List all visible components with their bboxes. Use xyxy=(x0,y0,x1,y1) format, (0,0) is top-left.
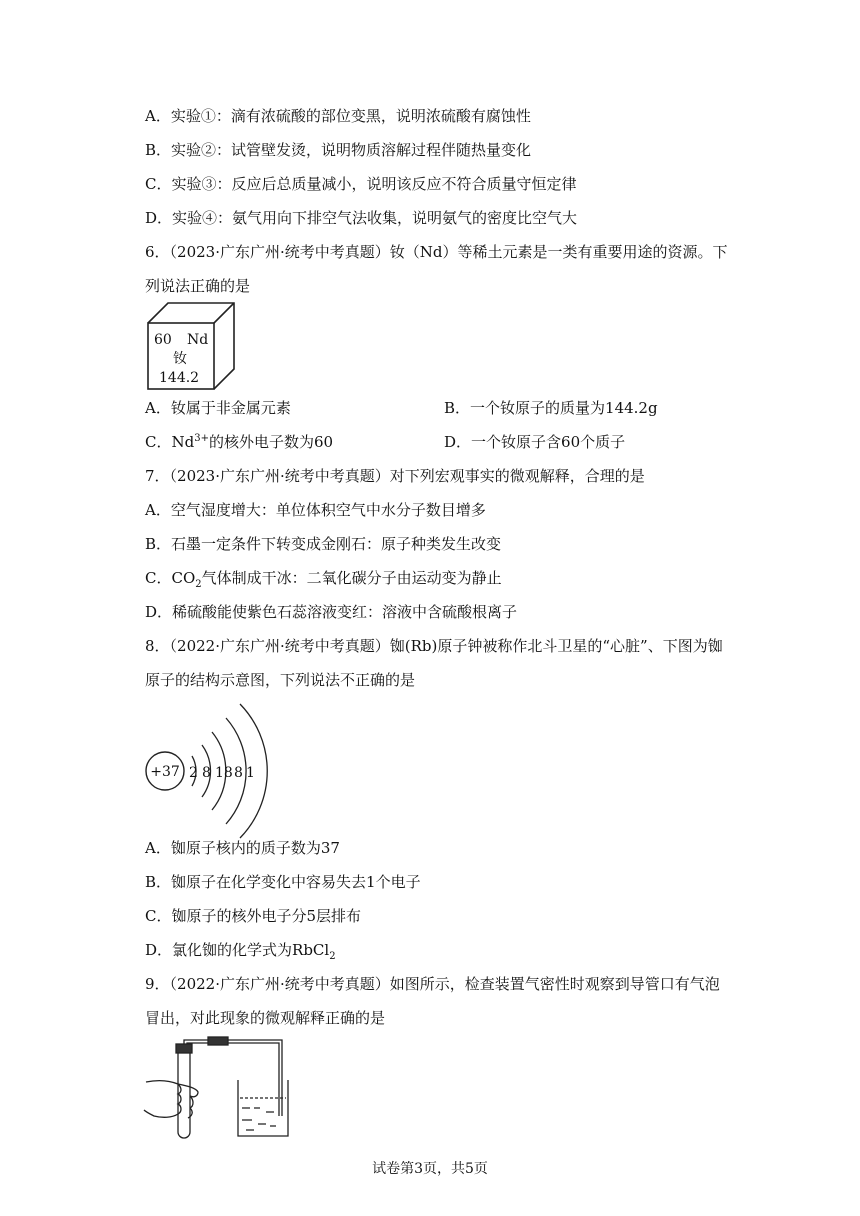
q8-stem-line2: 原子的结构示意图，下列说法不正确的是 xyxy=(145,671,416,689)
q7-stem: 7．（2023·广东广州·统考中考真题）对下列宏观事实的微观解释，合理的是 xyxy=(145,467,645,485)
q5-option-c: C．实验③：反应后总质量减小，说明该反应不符合质量守恒定律 xyxy=(145,175,577,193)
rb-atom-structure-figure xyxy=(142,698,272,848)
airtightness-apparatus-figure xyxy=(142,1036,292,1146)
q6-option-a: A．钕属于非金属元素 xyxy=(145,399,291,417)
q6-option-d: D．一个钕原子含60个质子 xyxy=(444,433,626,451)
q5-option-a: A．实验①：滴有浓硫酸的部位变黑，说明浓硫酸有腐蚀性 xyxy=(145,107,531,125)
q9-stem-line1: 9．（2022·广东广州·统考中考真题）如图所示，检查装置气密性时观察到导管口有气泡 xyxy=(145,975,720,993)
q8-option-c: C．铷原子的核外电子分5层排布 xyxy=(145,907,362,925)
q8-option-b: B．铷原子在化学变化中容易失去1个电子 xyxy=(145,873,421,891)
shell-5-electrons: 1 xyxy=(246,765,255,781)
shell-4-electrons: 8 xyxy=(234,765,243,781)
q9-stem-line2: 冒出，对此现象的微观解释正确的是 xyxy=(145,1009,386,1027)
q6-option-b: B．一个钕原子的质量为144.2g xyxy=(444,399,658,417)
q7-option-d: D．稀硫酸能使紫色石蕊溶液变红：溶液中含硫酸根离子 xyxy=(145,603,518,621)
page-footer: 试卷第3页，共5页 xyxy=(372,1161,488,1177)
shell-3-electrons: 18 xyxy=(215,765,233,781)
element-name: 钕 xyxy=(173,351,187,367)
shell-1-electrons: 2 xyxy=(189,765,198,781)
q8-option-d: D．氯化铷的化学式为RbCl$_2$ xyxy=(145,941,336,962)
q8-stem-line1: 8．（2022·广东广州·统考中考真题）铷(Rb)原子钟被称作北斗卫星的“心脏”、下图为铷 xyxy=(145,637,723,655)
q6-option-c: C．$Nd^{3+}$的核外电子数为60 xyxy=(145,433,334,451)
q7-option-b: B．石墨一定条件下转变成金刚石：原子种类发生改变 xyxy=(145,535,502,553)
q5-option-d: D．实验④：氨气用向下排空气法收集，说明氨气的密度比空气大 xyxy=(145,209,578,227)
nucleus-charge: +37 xyxy=(150,764,180,780)
q6-stem-line2: 列说法正确的是 xyxy=(145,277,251,295)
shell-2-electrons: 8 xyxy=(202,765,211,781)
element-symbol: Nd xyxy=(187,332,209,348)
element-atomic-number: 60 xyxy=(154,332,172,348)
q8-option-a: A．铷原子核内的质子数为37 xyxy=(145,839,340,857)
q6-stem-line1: 6．（2023·广东广州·统考中考真题）钕（Nd）等稀土元素是一类有重要用途的资源。下 xyxy=(145,243,728,261)
q7-option-c: C．$CO_2$气体制成干冰：二氧化碳分子由运动变为静止 xyxy=(145,569,502,590)
q7-option-a: A．空气湿度增大：单位体积空气中水分子数目增多 xyxy=(145,501,486,519)
element-atomic-mass: 144.2 xyxy=(159,370,200,386)
element-card-figure xyxy=(145,300,237,392)
q5-option-b: B．实验②：试管壁发烫，说明物质溶解过程伴随热量变化 xyxy=(145,141,532,159)
